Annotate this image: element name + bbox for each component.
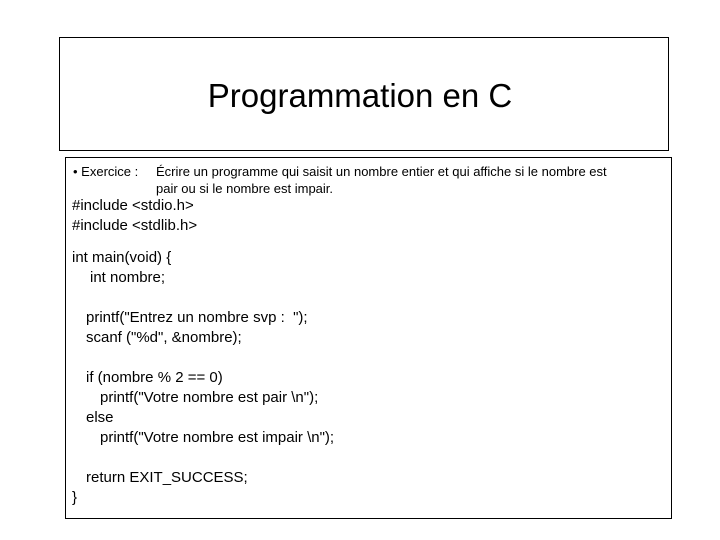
code-variable-declaration: int nombre; — [90, 269, 166, 286]
code-main-declaration: int main(void) { — [72, 249, 172, 266]
slide-title: Programmation en C — [207, 77, 513, 114]
code-printf-prompt: printf("Entrez un nombre svp : "); — [86, 309, 308, 326]
exercise-text-line-1: Écrire un programme qui saisit un nombre entier et qui affiche si le nombre est — [156, 164, 607, 179]
exercise-label: • Exercice : — [73, 164, 139, 179]
code-printf-pair: printf("Votre nombre est pair \n"); — [100, 389, 319, 406]
code-include-stdlib: #include <stdlib.h> — [72, 217, 198, 234]
code-blank-line — [72, 348, 334, 368]
code-blank-line — [72, 448, 334, 468]
code-return: return EXIT_SUCCESS; — [86, 469, 248, 486]
code-else: else — [86, 409, 114, 426]
code-blank-line — [72, 236, 334, 248]
code-include-stdio: #include <stdio.h> — [72, 197, 194, 214]
code-if-condition: if (nombre % 2 == 0) — [86, 369, 223, 386]
code-closing-brace: } — [72, 489, 78, 506]
exercise-text-line-2: pair ou si le nombre est impair. — [156, 181, 334, 196]
code-scanf: scanf ("%d", &nombre); — [86, 329, 242, 346]
code-block — [72, 196, 334, 508]
code-printf-impair: printf("Votre nombre est impair \n"); — [100, 429, 335, 446]
code-blank-line — [72, 288, 334, 308]
exercise-statement — [73, 163, 607, 197]
